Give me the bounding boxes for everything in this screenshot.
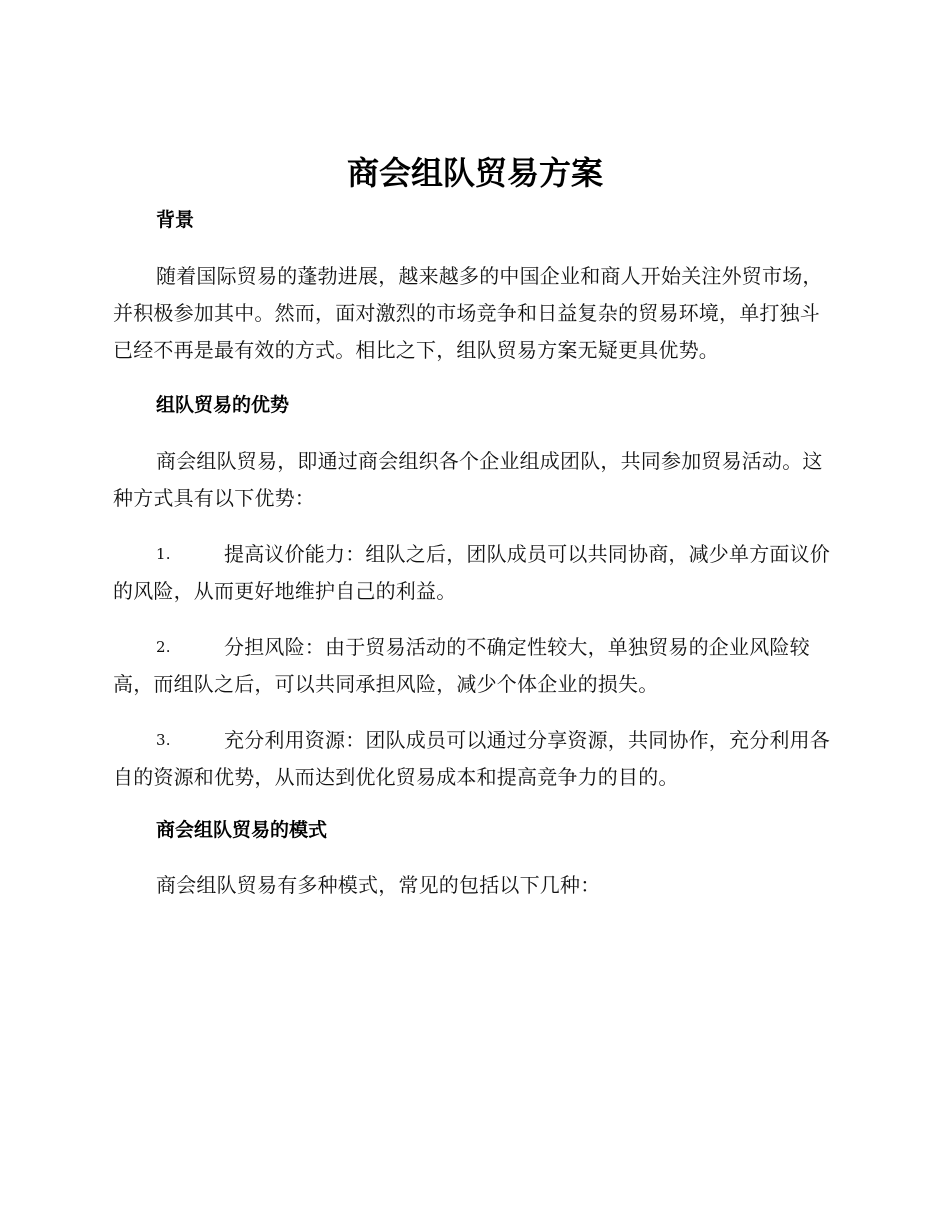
advantage-list-item — [113, 722, 835, 796]
section-heading-modes: 商会组队贸易的模式 — [156, 819, 328, 841]
list-number: 3. — [156, 731, 171, 749]
list-number: 2. — [156, 638, 171, 656]
list-item-text: 充分利用资源：团队成员可以通过分享资源，共同协作，充分利用各自的资源和优势，从而达到优化贸易成本和提高竞争力的目的。 — [113, 728, 830, 789]
modes-intro-paragraph: 商会组队贸易有多种模式，常见的包括以下几种： — [156, 873, 601, 897]
advantage-list-item — [113, 536, 835, 610]
section-heading-background: 背景 — [156, 209, 195, 231]
list-item-text: 分担风险：由于贸易活动的不确定性较大，单独贸易的企业风险较高，而组队之后，可以共同承担风险，减少个体企业的损失。 — [113, 635, 810, 696]
document-title: 商会组队贸易方案 — [346, 154, 603, 192]
list-number: 1. — [156, 545, 171, 563]
section-heading-advantages: 组队贸易的优势 — [156, 394, 290, 416]
background-paragraph: 随着国际贸易的蓬勃进展，越来越多的中国企业和商人开始关注外贸市场，并积极参加其中。然而，面对激烈的市场竞争和日益复杂的贸易环境，单打独斗已经不再是最有效的方式。相比之下，组队贸易方案无疑更具优势。 — [113, 264, 823, 362]
document-body — [113, 203, 835, 904]
advantages-intro-paragraph: 商会组队贸易，即通过商会组织各个企业组成团队，共同参加贸易活动。这种方式具有以下优势： — [113, 449, 823, 510]
advantage-list-item — [113, 629, 835, 703]
list-item-text: 提高议价能力：组队之后，团队成员可以共同协商，减少单方面议价的风险，从而更好地维护自己的利益。 — [113, 542, 830, 603]
